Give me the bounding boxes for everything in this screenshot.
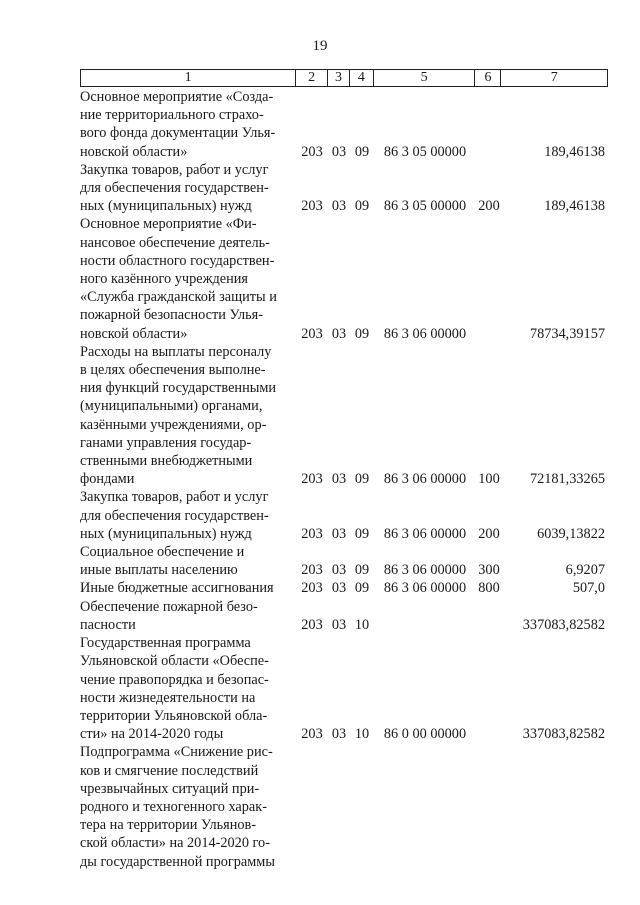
table-row	[80, 743, 608, 870]
col-section: 03	[331, 143, 347, 160]
table-row	[80, 343, 608, 489]
table-row	[80, 579, 608, 597]
row-description	[80, 743, 296, 870]
description-line: Закупка товаров, работ и услуг	[80, 161, 269, 178]
col-target-article: 86 3 06 00000	[383, 325, 467, 342]
description-line: ды государственной программы	[80, 853, 275, 870]
col-target-article: 86 3 06 00000	[383, 471, 467, 488]
row-description	[80, 634, 296, 743]
col-chapter: 203	[301, 471, 323, 488]
col-chapter: 203	[301, 616, 323, 633]
col-amount: 189,46138	[544, 198, 605, 215]
description-line: иные выплаты населению	[80, 562, 238, 579]
description-line: новской области»	[80, 143, 188, 160]
description-line: Социальное обеспечение и	[80, 544, 245, 561]
col-amount: 189,46138	[544, 143, 605, 160]
header-col-5: 5	[374, 70, 476, 86]
description-line: Расходы на выплаты персоналу	[80, 343, 272, 360]
col-chapter: 203	[301, 325, 323, 342]
col-section: 03	[331, 562, 347, 579]
table-row	[80, 161, 608, 216]
description-line: (муниципальными) органами,	[80, 398, 263, 415]
description-line: ния функций государственными	[80, 380, 277, 397]
description-line: тера на территории Ульянов-	[80, 817, 257, 834]
description-line: нансовое обеспечение деятель-	[80, 234, 270, 251]
col-amount: 6039,13822	[537, 525, 605, 542]
col-amount: 337083,82582	[522, 616, 605, 633]
description-line: Ульяновской области «Обеспе-	[80, 653, 269, 670]
description-line: ности областного государствен-	[80, 252, 275, 269]
col-amount: 507,0	[572, 580, 605, 597]
description-line: родного и техногенного харак-	[80, 798, 267, 815]
col-subsection: 09	[354, 198, 370, 215]
header-col-6: 6	[475, 70, 501, 86]
col-chapter: 203	[301, 562, 323, 579]
row-description	[80, 88, 296, 161]
description-line: Основное мероприятие «Созда-	[80, 89, 274, 105]
table-body	[80, 88, 608, 871]
page-number: 19	[312, 38, 328, 54]
col-amount: 337083,82582	[522, 726, 605, 743]
description-line: сти» на 2014-2020 годы	[80, 726, 224, 743]
description-line: ного казённого учреждения	[80, 271, 248, 288]
table-header	[80, 69, 608, 87]
col-chapter: 203	[301, 525, 323, 542]
table-row	[80, 598, 608, 634]
col-section: 03	[331, 726, 347, 743]
description-line: ных (муниципальных) нужд	[80, 525, 252, 542]
row-description	[80, 343, 296, 489]
description-line: Обеспечение пожарной безо-	[80, 598, 258, 615]
col-subsection: 09	[354, 471, 370, 488]
col-target-article: 86 3 06 00000	[383, 525, 467, 542]
description-line: Подпрограмма «Снижение рис-	[80, 744, 273, 761]
description-line: чение правопорядка и безопас-	[80, 671, 269, 688]
col-section: 03	[331, 471, 347, 488]
col-subsection: 09	[354, 562, 370, 579]
table-row	[80, 215, 608, 342]
table-row	[80, 488, 608, 543]
row-description	[80, 598, 296, 634]
row-description	[80, 543, 296, 579]
description-line: фондами	[80, 471, 135, 488]
description-line: вого фонда документации Улья-	[80, 125, 276, 142]
col-chapter: 203	[301, 726, 323, 743]
header-col-1: 1	[81, 70, 296, 86]
description-line: новской области»	[80, 325, 188, 342]
col-target-article: 86 0 00 00000	[383, 726, 467, 743]
description-line: Иные бюджетные ассигнования	[80, 580, 274, 597]
description-line: для обеспечения государствен-	[80, 180, 269, 197]
col-target-article: 86 3 06 00000	[383, 562, 467, 579]
col-expense-type: 800	[478, 580, 500, 597]
col-subsection: 09	[354, 580, 370, 597]
description-line: ности жизнедеятельности на	[80, 689, 256, 706]
col-subsection: 09	[354, 143, 370, 160]
row-description	[80, 488, 296, 543]
description-line: пасности	[80, 616, 136, 633]
row-description	[80, 161, 296, 216]
description-line: казёнными учреждениями, ор-	[80, 416, 267, 433]
row-description	[80, 579, 296, 597]
description-line: Государственная программа	[80, 635, 251, 652]
header-col-7: 7	[550, 70, 558, 85]
row-description	[80, 215, 296, 342]
description-line: «Служба гражданской защиты и	[80, 289, 277, 306]
description-line: чрезвычайных ситуаций при-	[80, 780, 260, 797]
description-line: Основное мероприятие «Фи-	[80, 216, 257, 233]
table-row	[80, 543, 608, 579]
col-chapter: 203	[301, 580, 323, 597]
col-chapter: 203	[301, 143, 323, 160]
description-line: ных (муниципальных) нужд	[80, 198, 252, 215]
col-subsection: 10	[354, 726, 370, 743]
col-expense-type: 200	[478, 198, 500, 215]
col-section: 03	[331, 325, 347, 342]
col-subsection: 09	[354, 325, 370, 342]
col-subsection: 09	[354, 525, 370, 542]
description-line: ской области» на 2014-2020 го-	[80, 835, 270, 852]
col-amount: 72181,33265	[529, 471, 605, 488]
description-line: ственными внебюджетными	[80, 453, 253, 470]
col-expense-type: 100	[478, 471, 500, 488]
col-target-article: 86 3 05 00000	[383, 198, 467, 215]
header-col-2: 2	[296, 70, 328, 86]
col-subsection: 10	[354, 616, 370, 633]
description-line: для обеспечения государствен-	[80, 507, 269, 524]
description-line: Закупка товаров, работ и услуг	[80, 489, 269, 506]
col-chapter: 203	[301, 198, 323, 215]
col-section: 03	[331, 198, 347, 215]
header-col-3: 3	[328, 70, 350, 86]
col-section: 03	[331, 580, 347, 597]
description-line: ние территориального страхо-	[80, 107, 264, 124]
description-line: ганами управления государ-	[80, 434, 252, 451]
col-amount: 6,9207	[565, 562, 605, 579]
table-row	[80, 634, 608, 743]
col-expense-type: 200	[478, 525, 500, 542]
description-line: территории Ульяновской обла-	[80, 707, 268, 724]
col-target-article: 86 3 06 00000	[383, 580, 467, 597]
description-line: пожарной безопасности Улья-	[80, 307, 263, 324]
col-target-article: 86 3 05 00000	[383, 143, 467, 160]
col-expense-type: 300	[478, 562, 500, 579]
description-line: ков и смягчение последствий	[80, 762, 259, 779]
header-col-4: 4	[350, 70, 374, 86]
table-row	[80, 88, 608, 161]
col-amount: 78734,39157	[529, 325, 605, 342]
description-line: в целях обеспечения выполне-	[80, 362, 266, 379]
col-section: 03	[331, 616, 347, 633]
col-section: 03	[331, 525, 347, 542]
